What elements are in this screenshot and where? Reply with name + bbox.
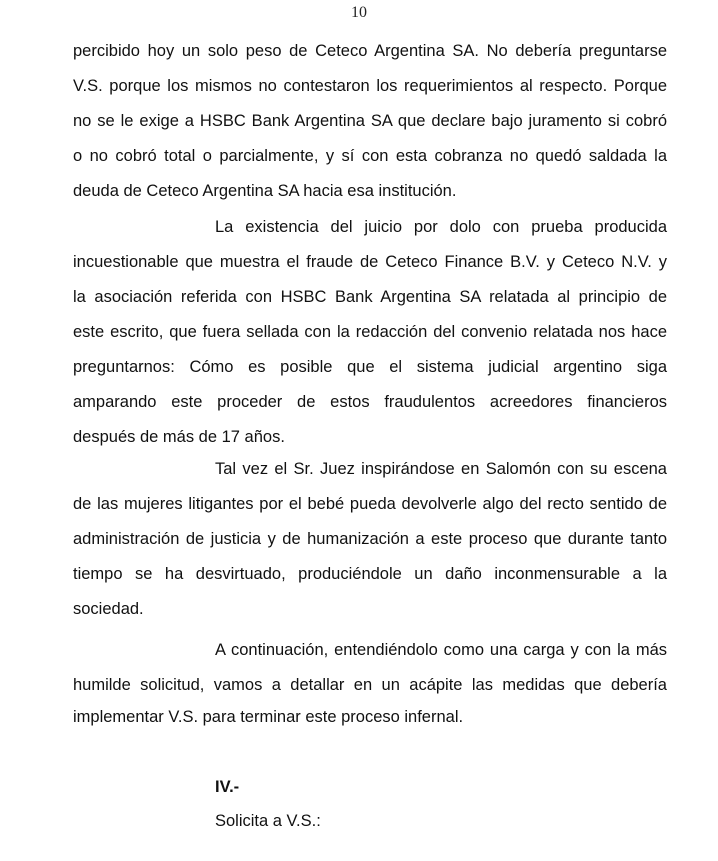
text-line: después de más de 17 años. — [73, 428, 285, 446]
text-line: percibido hoy un solo peso de Ceteco Argentina SA. No debería preguntarse — [73, 42, 667, 60]
text-line: administración de justicia y de humanización a este proceso que durante tanto — [73, 530, 667, 548]
section-subheading: Solicita a V.S.: — [215, 812, 321, 830]
text-line: de las mujeres litigantes por el bebé pueda devolverle algo del recto sentido de — [73, 495, 667, 513]
text-line: incuestionable que muestra el fraude de Ceteco Finance B.V. y Ceteco N.V. y — [73, 253, 667, 271]
text-line: La existencia del juicio por dolo con prueba producida — [215, 218, 667, 236]
text-line: sociedad. — [73, 600, 144, 618]
text-line: Tal vez el Sr. Juez inspirándose en Salomón con su escena — [215, 460, 667, 478]
text-line: A continuación, entendiéndolo como una carga y con la más — [215, 641, 667, 659]
text-line: preguntarnos: Cómo es posible que el sistema judicial argentino siga — [73, 358, 667, 376]
text-line: humilde solicitud, vamos a detallar en un acápite las medidas que debería — [73, 676, 667, 694]
text-line: amparando este proceder de estos fraudulentos acreedores financieros — [73, 393, 667, 411]
text-line: la asociación referida con HSBC Bank Argentina SA relatada al principio de — [73, 288, 667, 306]
text-line: deuda de Ceteco Argentina SA hacia esa institución. — [73, 182, 457, 200]
text-line: no se le exige a HSBC Bank Argentina SA que declare bajo juramento si cobró — [73, 112, 667, 130]
text-line: tiempo se ha desvirtuado, produciéndole un daño inconmensurable a la — [73, 565, 667, 583]
text-line: o no cobró total o parcialmente, y sí con esta cobranza no quedó saldada la — [73, 147, 667, 165]
page-number: 10 — [351, 4, 367, 21]
text-line: V.S. porque los mismos no contestaron los requerimientos al respecto. Porque — [73, 77, 667, 95]
text-line: este escrito, que fuera sellada con la redacción del convenio relatada nos hace — [73, 323, 667, 341]
text-line: implementar V.S. para terminar este proceso infernal. — [73, 708, 464, 726]
section-heading: IV.- — [215, 778, 240, 796]
